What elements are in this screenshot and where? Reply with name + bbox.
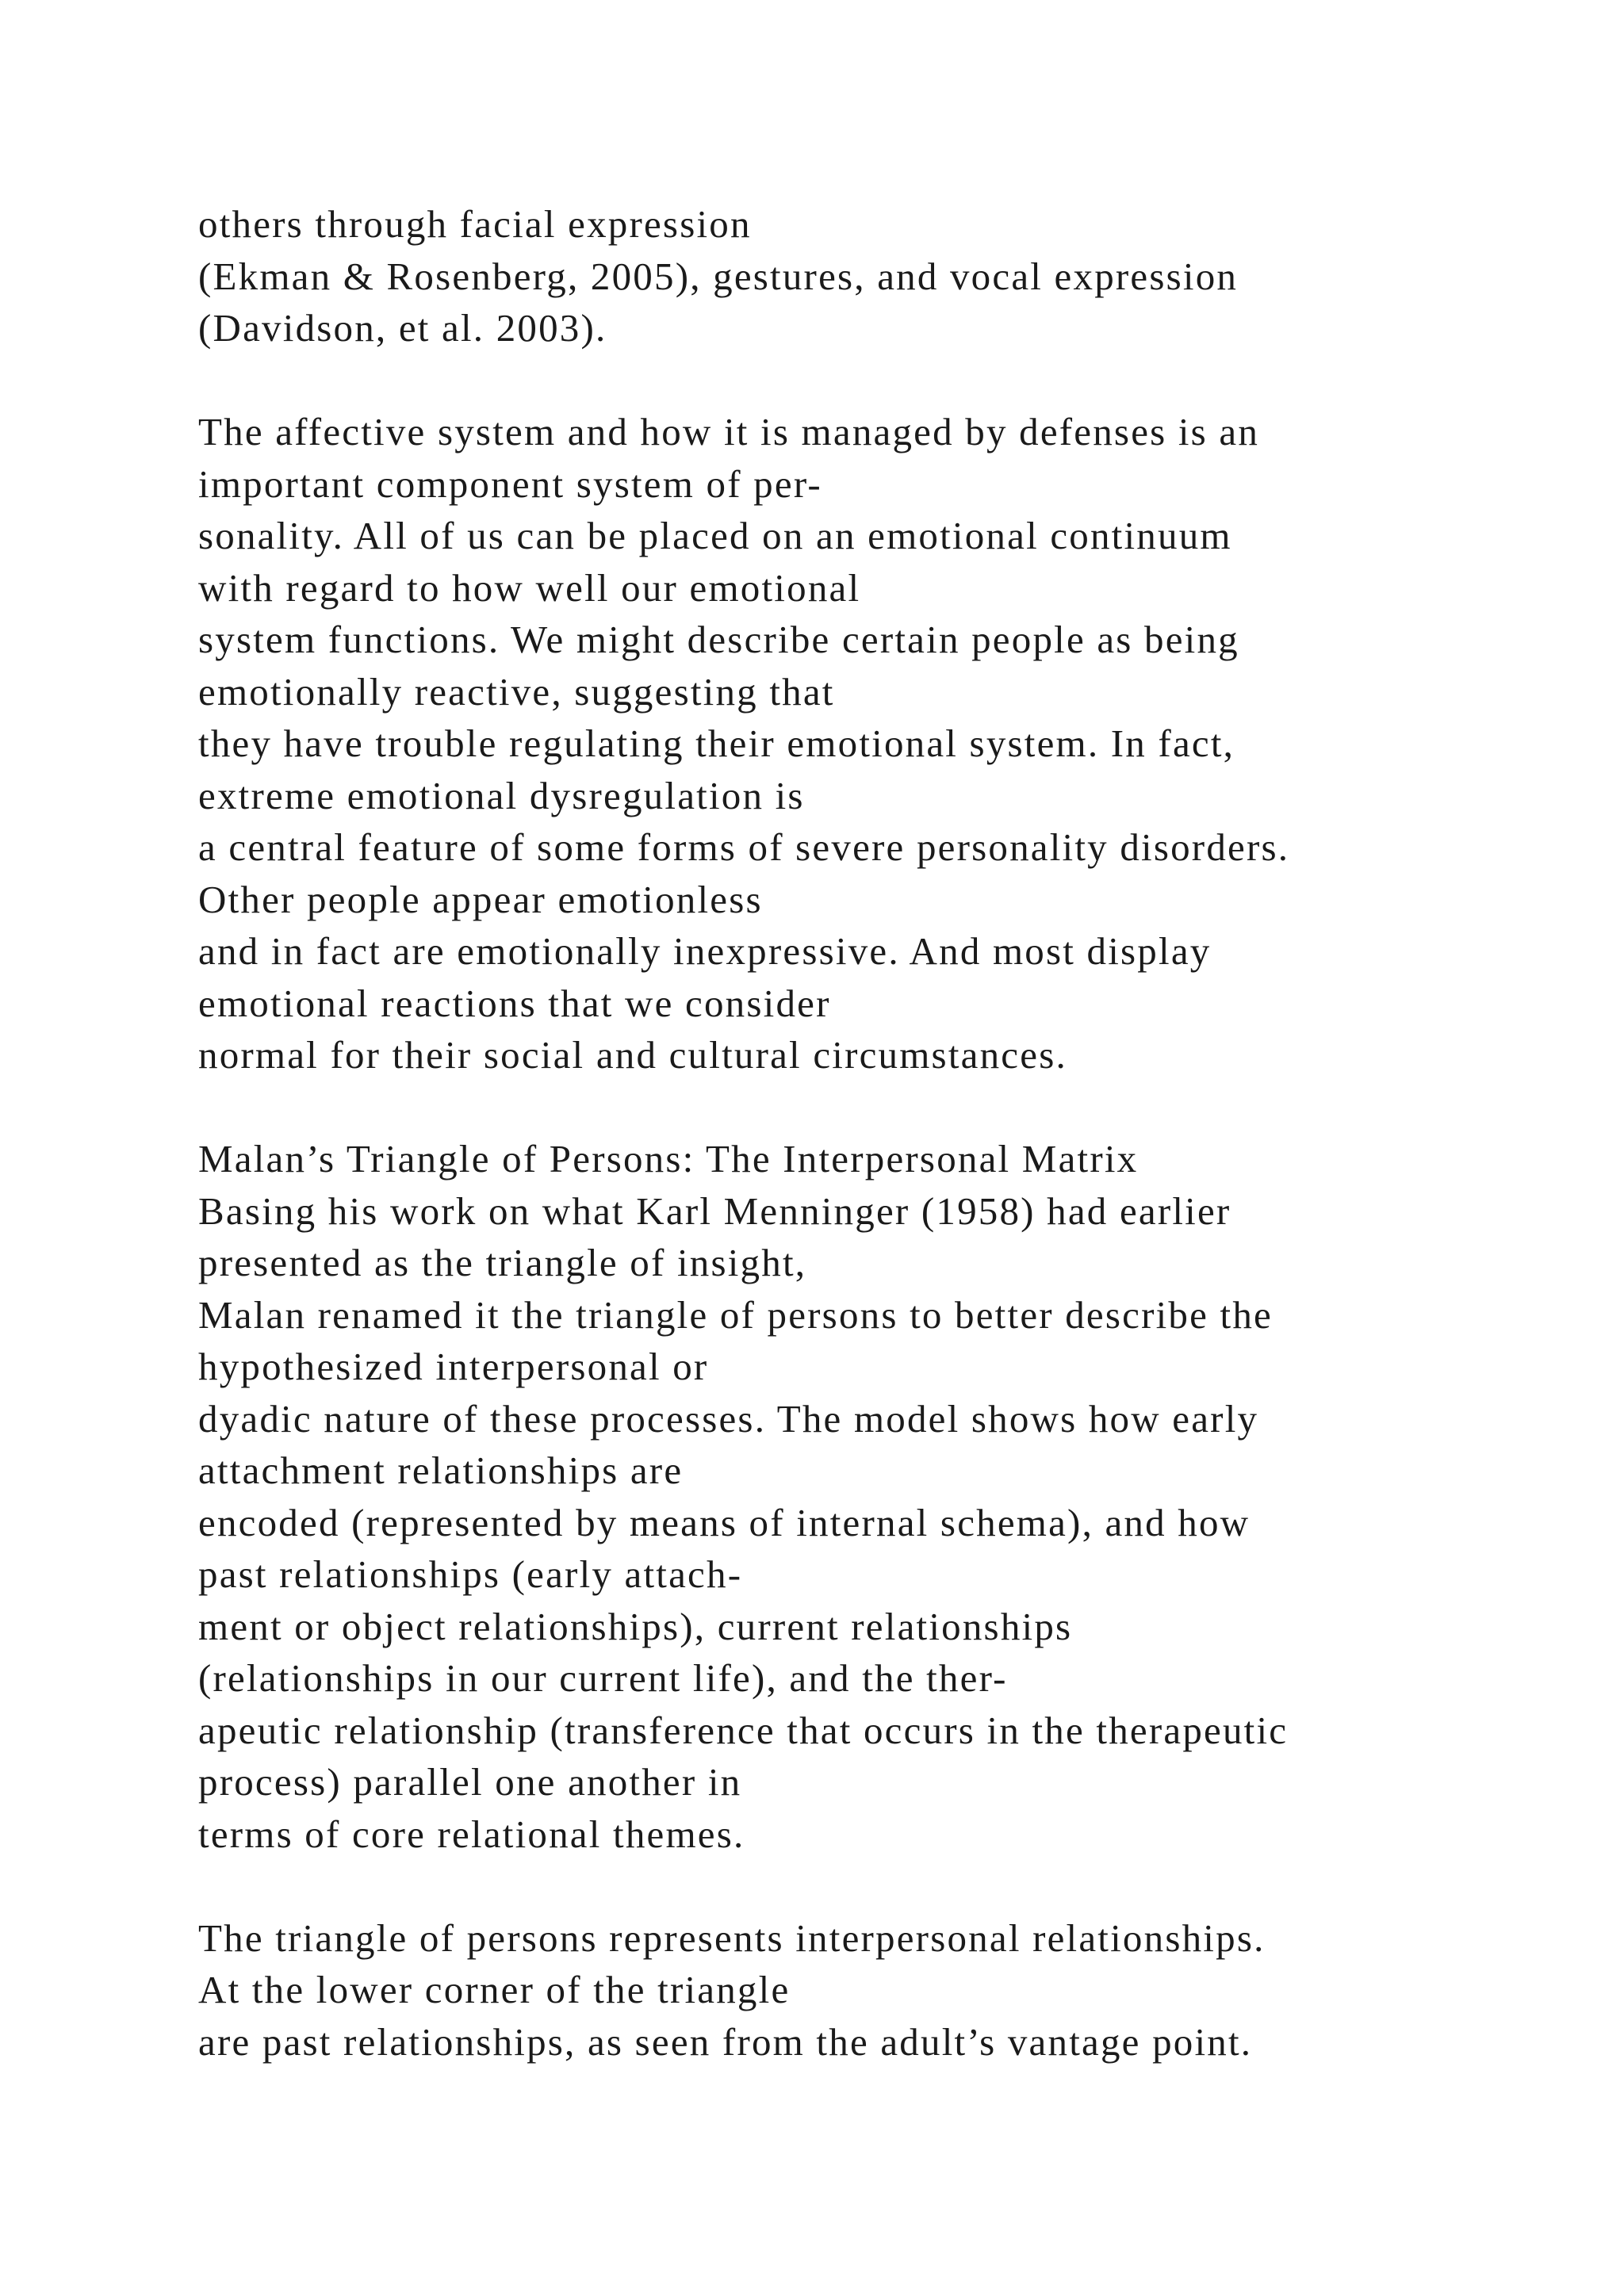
paragraph-malan-triangle [198, 1133, 1594, 1860]
text-line: attachment relationships are [198, 1448, 684, 1492]
text-line: and in fact are emotionally inexpressive. And most display [198, 929, 1212, 973]
text-line: past relationships (early attach- [198, 1552, 743, 1596]
text-line: normal for their social and cultural circumstances. [198, 1033, 1067, 1077]
text-line: (relationships in our current life), and the ther- [198, 1656, 1008, 1700]
text-line: At the lower corner of the triangle [198, 1968, 791, 2011]
text-line: extreme emotional dysregulation is [198, 773, 805, 817]
text-line: hypothesized interpersonal or [198, 1345, 709, 1388]
paragraph-expression [198, 198, 1594, 354]
text-line: The affective system and how it is managed by defenses is an [198, 410, 1260, 453]
text-line: presented as the triangle of insight, [198, 1241, 807, 1284]
text-line: process) parallel one another in [198, 1760, 742, 1804]
text-line: dyadic nature of these processes. The model shows how early [198, 1396, 1259, 1441]
text-line: (Ekman & Rosenberg, 2005), gestures, and vocal expression [198, 254, 1239, 298]
text-line: with regard to how well our emotional [198, 565, 861, 610]
text-line: system functions. We might describe certain people as being [198, 618, 1239, 661]
text-line: encoded (represented by means of internal schema), and how [198, 1500, 1251, 1544]
text-line: emotionally reactive, suggesting that [198, 669, 835, 714]
text-line: they have trouble regulating their emotional system. In fact, [198, 721, 1235, 765]
text-line: Malan renamed it the triangle of persons to better describe the [198, 1292, 1273, 1337]
text-line: are past relationships, as seen from the adult’s vantage point. [198, 2019, 1253, 2064]
text-line: ment or object relationships), current relationships [198, 1604, 1073, 1648]
text-line: (Davidson, et al. 2003). [198, 306, 607, 350]
document-page [198, 198, 1594, 2120]
text-line: terms of core relational themes. [198, 1812, 745, 1856]
text-line: a central feature of some forms of severe personality disorders. [198, 825, 1290, 869]
paragraph-affective-system [198, 406, 1594, 1081]
text-line: sonality. All of us can be placed on an emotional continuum [198, 514, 1232, 557]
section-heading: Malan’s Triangle of Persons: The Interpersonal Matrix [198, 1137, 1139, 1181]
text-line: Other people appear emotionless [198, 877, 763, 921]
text-line: apeutic relationship (transference that occurs in the therapeutic [198, 1708, 1289, 1752]
text-line: emotional reactions that we consider [198, 981, 831, 1025]
text-line: The triangle of persons represents interpersonal relationships. [198, 1915, 1266, 1960]
text-line: important component system of per- [198, 461, 822, 506]
paragraph-triangle-persons [198, 1912, 1594, 2068]
text-line: others through facial expression [198, 202, 752, 246]
text-line: Basing his work on what Karl Menninger (1958) had earlier [198, 1188, 1231, 1233]
